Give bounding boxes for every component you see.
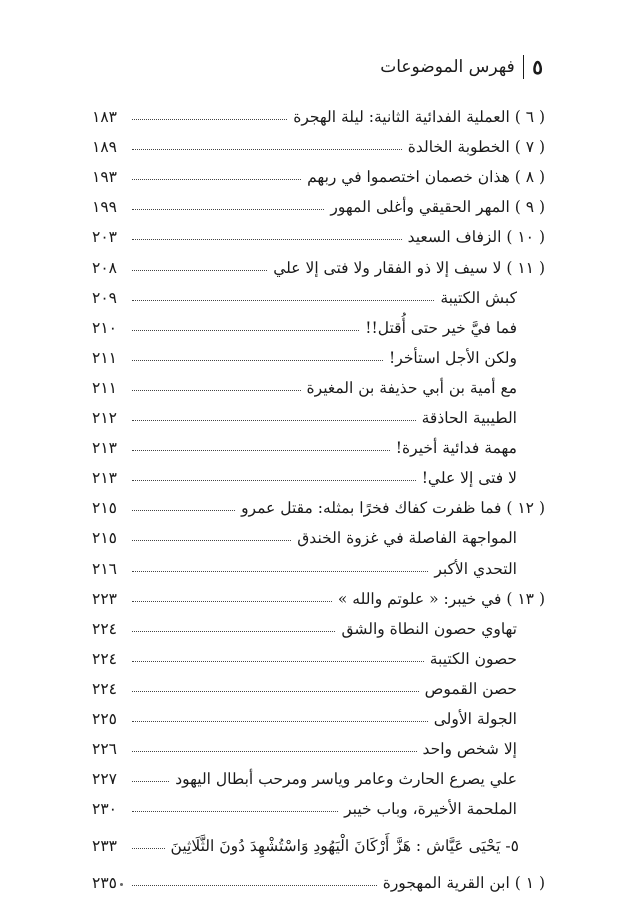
toc-entry-page: ٢٢٤	[92, 619, 117, 638]
toc-list	[92, 96, 545, 892]
toc-entry	[92, 698, 545, 728]
toc-entry	[92, 862, 545, 892]
toc-entry	[92, 427, 545, 457]
toc-entry-page: ١٨٩	[92, 138, 117, 157]
dot-leader	[132, 631, 335, 632]
dot-leader	[132, 510, 235, 511]
toc-entry-page: ١٩٣	[92, 168, 117, 187]
toc-entry-title: ( ٧ ) الخطوبة الخالدة	[407, 138, 545, 157]
dot-leader	[132, 885, 377, 886]
toc-entry	[92, 728, 545, 758]
toc-entry-title: حصون الكتيبة	[429, 649, 517, 668]
toc-entry-title: ( ٨ ) هذان خصمان اختصموا في ربهم	[307, 168, 545, 187]
dot-leader	[132, 420, 416, 421]
toc-entry	[92, 517, 545, 547]
dot-leader	[132, 480, 416, 481]
toc-entry-title: مع أمية بن أبي حذيفة بن المغيرة	[306, 378, 517, 397]
toc-entry-title: ( ٩ ) المهر الحقيقي وأغلى المهور	[330, 198, 545, 217]
toc-entry-title: لا فتى إلا علي!	[421, 469, 517, 488]
toc-entry-page: ٢٢٦	[92, 740, 117, 759]
dot-leader	[132, 751, 417, 752]
toc-entry-page: ٢١٣	[92, 439, 117, 458]
toc-entry-title: ولكن الأجل استأخر!	[389, 348, 517, 367]
dot-leader	[132, 119, 287, 120]
page-title: فهرس الموضوعات	[380, 57, 515, 77]
toc-entry	[92, 277, 545, 307]
toc-entry-title: ( ١١ ) لا سيف إلا ذو الفقار ولا فتى إلا علي	[273, 258, 545, 277]
dot-leader	[132, 239, 402, 240]
dot-leader	[132, 661, 424, 662]
toc-entry	[92, 578, 545, 608]
toc-entry-title: الجولة الأولى	[433, 709, 517, 728]
dot-leader	[132, 149, 402, 150]
toc-entry	[92, 96, 545, 126]
toc-entry-page: ٢٢٧	[92, 770, 117, 789]
toc-entry-page: ٢١١	[92, 378, 117, 397]
dot-leader	[132, 811, 338, 812]
toc-entry	[92, 608, 545, 638]
toc-entry	[92, 367, 545, 397]
toc-entry-title: تهاوي حصون النطاة والشق	[341, 619, 517, 638]
toc-entry-title: حصن القموص	[424, 679, 517, 698]
toc-entry-title: الطيبية الحاذقة	[421, 409, 517, 428]
toc-entry-page: ٢١٣	[92, 469, 117, 488]
toc-entry-title: ( ١٣ ) في خيبر: « علوتم والله »	[337, 589, 545, 608]
dot-leader	[132, 179, 301, 180]
toc-entry	[92, 216, 545, 246]
dot-leader	[132, 209, 324, 210]
dot-leader	[132, 721, 428, 722]
toc-entry	[92, 788, 545, 818]
toc-entry-page: ٢٢٤	[92, 649, 117, 668]
toc-entry-page: ٢٢٤	[92, 679, 117, 698]
toc-entry	[92, 457, 545, 487]
toc-entry-title: المواجهة الفاصلة في غزوة الخندق	[297, 529, 517, 548]
toc-entry-title: فما فيَّ خير حتى أُقتل!!	[365, 318, 517, 337]
toc-entry-title: ( ١٢ ) فما ظفرت كفاك فخرًا بمثله: مقتل عمرو	[241, 499, 545, 518]
toc-entry-page: ١٩٩	[92, 198, 117, 217]
toc-entry-page: ٢٢٣	[92, 589, 117, 608]
toc-entry	[92, 307, 545, 337]
toc-entry	[92, 668, 545, 698]
dot-leader	[132, 571, 428, 572]
toc-entry-title: ( ٦ ) العملية الفدائية الثانية: ليلة الهجرة	[293, 108, 545, 127]
page-header	[70, 50, 549, 84]
dot-leader	[132, 360, 383, 361]
header-separator	[523, 55, 525, 79]
toc-entry-title: علي يصرع الحارث وعامر وياسر ومرحب أبطال اليهود	[175, 770, 517, 789]
toc-entry-page: ٢٣٣	[92, 837, 117, 856]
dot-leader	[132, 540, 291, 541]
toc-entry-page: ١٨٣	[92, 108, 117, 127]
toc-entry-page: ٢١٥	[92, 499, 117, 518]
toc-entry-page: ٢٢٥	[92, 709, 117, 728]
toc-entry-page: ٢١١	[92, 348, 117, 367]
toc-entry-title: ( ١ ) ابن القرية المهجورة	[382, 874, 545, 893]
toc-entry-page: ٢٣٥	[92, 874, 117, 893]
dot-leader	[132, 390, 301, 391]
toc-entry-title: الملحمة الأخيرة، وباب خيبر	[344, 800, 517, 819]
toc-entry	[92, 246, 545, 276]
toc-entry-page: ٢١٢	[92, 409, 117, 428]
dot-leader	[132, 781, 169, 782]
dot-leader	[132, 691, 419, 692]
toc-entry-page: ٢٣٠	[92, 800, 117, 819]
toc-entry-page: ٢١٥	[92, 529, 117, 548]
toc-entry-page: ٢٠٩	[92, 288, 117, 307]
toc-entry-title: ٥- يَحْيَى عَيَّاش : هَزَّ أَرْكَانَ الْيَهُودِ وَاسْتُشْهِدَ دُونَ الثَّلَاثِينَ	[170, 837, 519, 856]
toc-entry-title: ( ١٠ ) الزفاف السعيد	[407, 228, 545, 247]
footer-dot	[120, 883, 123, 886]
toc-entry-page: ٢١٠	[92, 318, 117, 337]
dot-leader	[132, 450, 390, 451]
dot-leader	[132, 848, 165, 849]
toc-entry	[92, 156, 545, 186]
toc-entry	[92, 758, 545, 788]
toc-entry	[92, 638, 545, 668]
toc-entry-title: إلا شخص واحد	[422, 740, 517, 759]
dot-leader	[132, 270, 267, 271]
toc-entry-page: ٢٠٣	[92, 228, 117, 247]
toc-entry-title: التحدي الأكبر	[434, 559, 517, 578]
dot-leader	[132, 300, 434, 301]
dot-leader	[132, 330, 359, 331]
toc-entry	[92, 126, 545, 156]
page-number: ٥	[532, 55, 543, 79]
toc-entry-page: ٢١٦	[92, 559, 117, 578]
toc-entry	[92, 337, 545, 367]
toc-entry	[92, 186, 545, 216]
toc-entry-page: ٢٠٨	[92, 258, 117, 277]
toc-entry-title: مهمة فدائية أخيرة!	[395, 439, 517, 458]
dot-leader	[132, 601, 332, 602]
toc-entry	[92, 397, 545, 427]
toc-entry	[92, 825, 545, 855]
toc-entry	[92, 547, 545, 577]
toc-entry	[92, 487, 545, 517]
toc-entry-title: كبش الكتيبة	[440, 288, 517, 307]
